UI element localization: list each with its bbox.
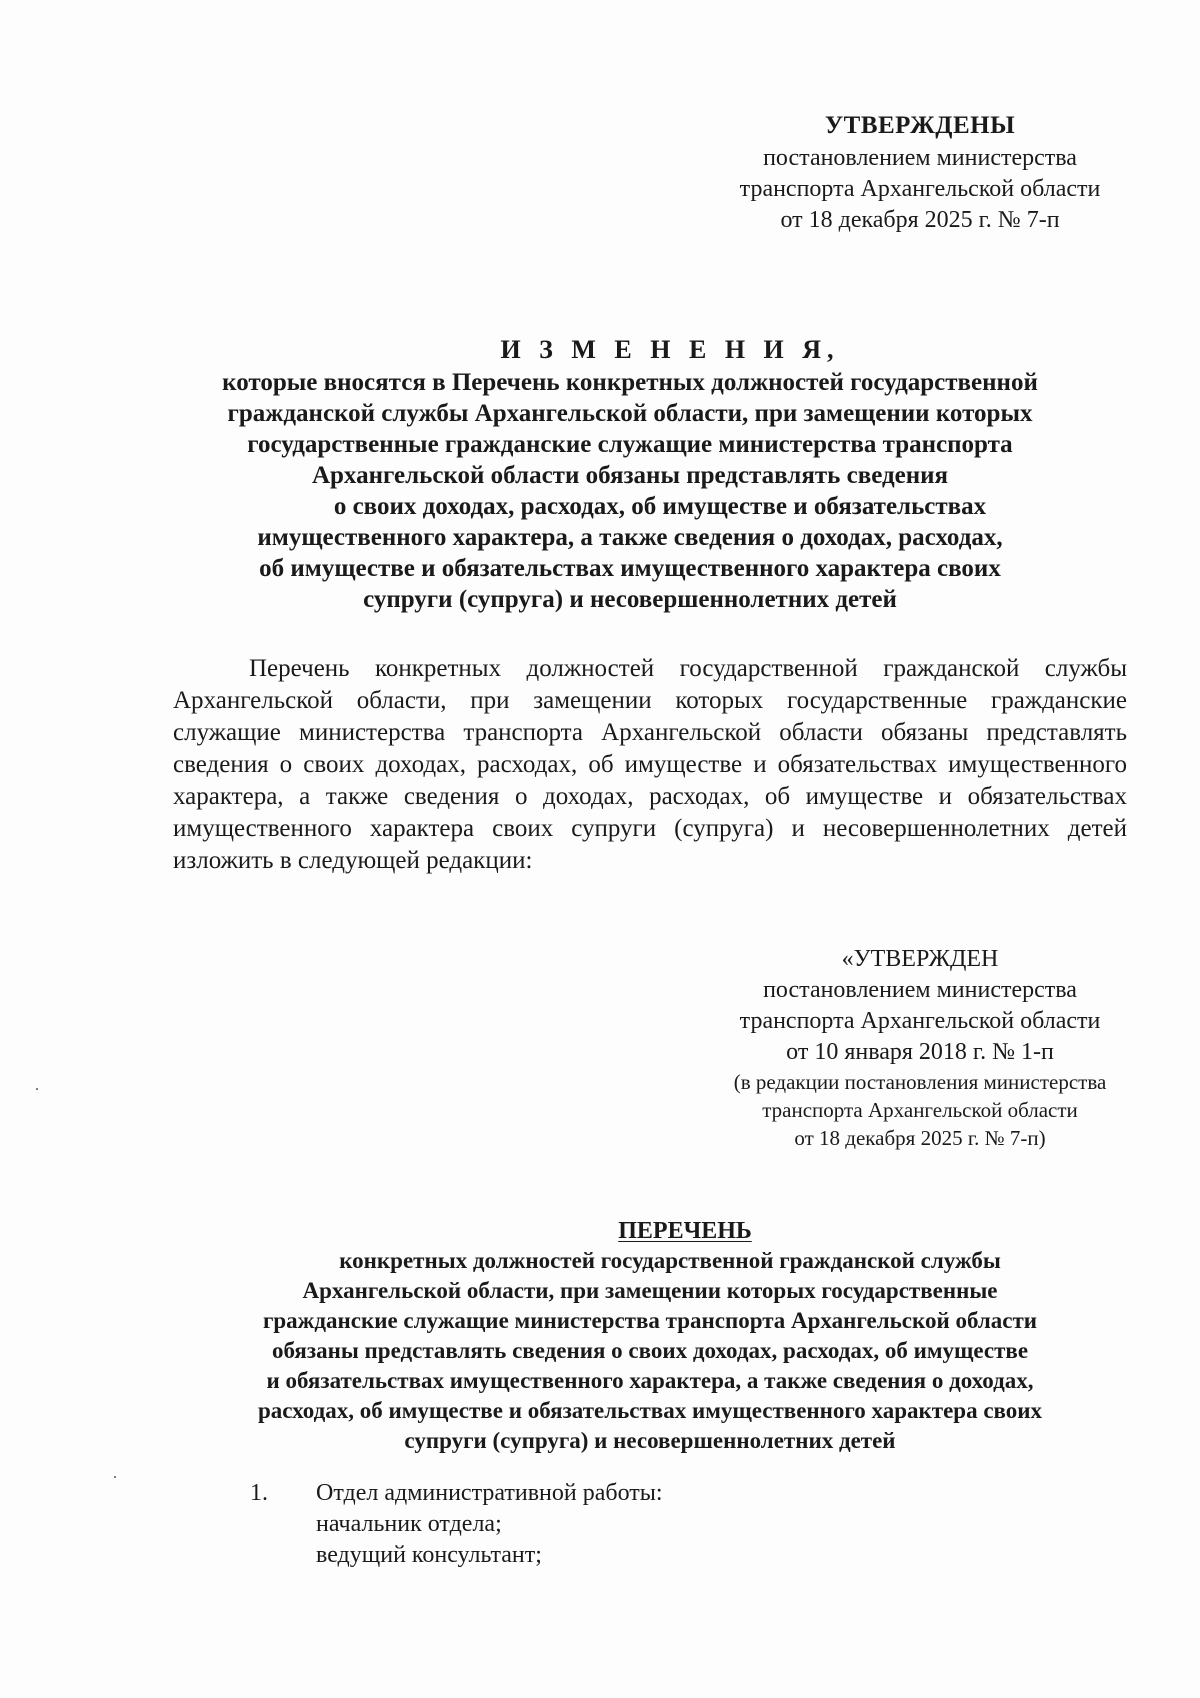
position-name: ведущий консультант; xyxy=(316,1542,542,1568)
list-item-body xyxy=(316,1478,663,1571)
approval-stamp-inner xyxy=(690,944,1150,1152)
changes-title-line: о своих доходах, расходах, об имуществе и обязательствах xyxy=(333,493,987,520)
list-title-line: Архангельской области, при замещении которых государственные xyxy=(302,1278,998,1303)
approval-line: транспорта Архангельской области xyxy=(739,1008,1101,1034)
changes-title-line: гражданской службы Архангельской области, при замещении которых xyxy=(227,400,1033,427)
positions-list xyxy=(250,1478,1050,1571)
changes-title-line: государственные гражданские служащие министерства транспорта xyxy=(247,431,1013,458)
list-item-number: 1. xyxy=(250,1480,268,1506)
list-title-line: конкретных должностей государственной гражданской службы xyxy=(339,1248,1001,1273)
changes-title-line: об имуществе и обязательствах имущественного характера своих xyxy=(259,555,1001,582)
list-title-line: гражданские служащие министерства транспорта Архангельской области xyxy=(262,1308,1038,1333)
changes-title-line: которые вносятся в Перечень конкретных должностей государственной xyxy=(222,369,1038,396)
list-title-line: обязаны представлять сведения о своих доходах, расходах, об имуществе xyxy=(271,1338,1029,1363)
list-heading: ПЕРЕЧЕНЬ xyxy=(618,1218,752,1244)
approval-line: постановлением министерства xyxy=(763,145,1077,171)
approval-line: постановлением министерства xyxy=(763,977,1077,1003)
changes-title-line: супруги (супруга) и несовершеннолетних детей xyxy=(363,586,897,613)
changes-heading: И З М Е Н Е Н И Я, xyxy=(500,335,840,364)
changes-title-line: имущественного характера, а также сведения о доходах, расходах, xyxy=(257,524,1003,551)
revision-note: транспорта Архангельской области xyxy=(762,1098,1078,1122)
approval-line: транспорта Архангельской области xyxy=(739,176,1101,202)
list-title-line: расходах, об имуществе и обязательствах имущественного характера своих xyxy=(257,1398,1043,1423)
main-paragraph: Перечень конкретных должностей государственной гражданской службы Архангельской области, при замещении которых государственные гражданские служащие министерства транспорта Архангельской области обязаны представлять сведения о своих доходах, расходах, об имуществе и обязательствах имущественного характера, а также сведения о доходах, расходах, об имуществе и обязательствах имущественного характера своих супруги (супруга) и несовершеннолетних детей изложить в следующей редакции: xyxy=(173,655,1127,874)
revision-note: от 18 декабря 2025 г. № 7-п) xyxy=(794,1126,1046,1150)
changes-title-line: Архангельской области обязаны представлять сведения xyxy=(311,462,949,489)
approval-date: от 10 января 2018 г. № 1-п xyxy=(786,1039,1054,1065)
approval-stamp-top xyxy=(700,110,1140,236)
approval-date: от 18 декабря 2025 г. № 7-п xyxy=(780,207,1060,233)
changes-title xyxy=(150,334,1110,615)
revision-note: (в редакции постановления министерства xyxy=(733,1070,1107,1094)
list-item xyxy=(250,1478,1050,1571)
list-title-line: супруги (супруга) и несовершеннолетних детей xyxy=(404,1428,896,1453)
list-title xyxy=(190,1216,1110,1456)
scan-speck xyxy=(36,1088,38,1090)
scan-speck xyxy=(114,1476,116,1478)
approved-title: «УТВЕРЖДЕН xyxy=(841,946,999,972)
department-name: Отдел административной работы: xyxy=(316,1480,663,1506)
position-name: начальник отдела; xyxy=(316,1511,502,1537)
approved-title: УТВЕРЖДЕНЫ xyxy=(824,112,1016,139)
list-title-line: и обязательствах имущественного характера, а также сведения о доходах, xyxy=(266,1368,1034,1393)
